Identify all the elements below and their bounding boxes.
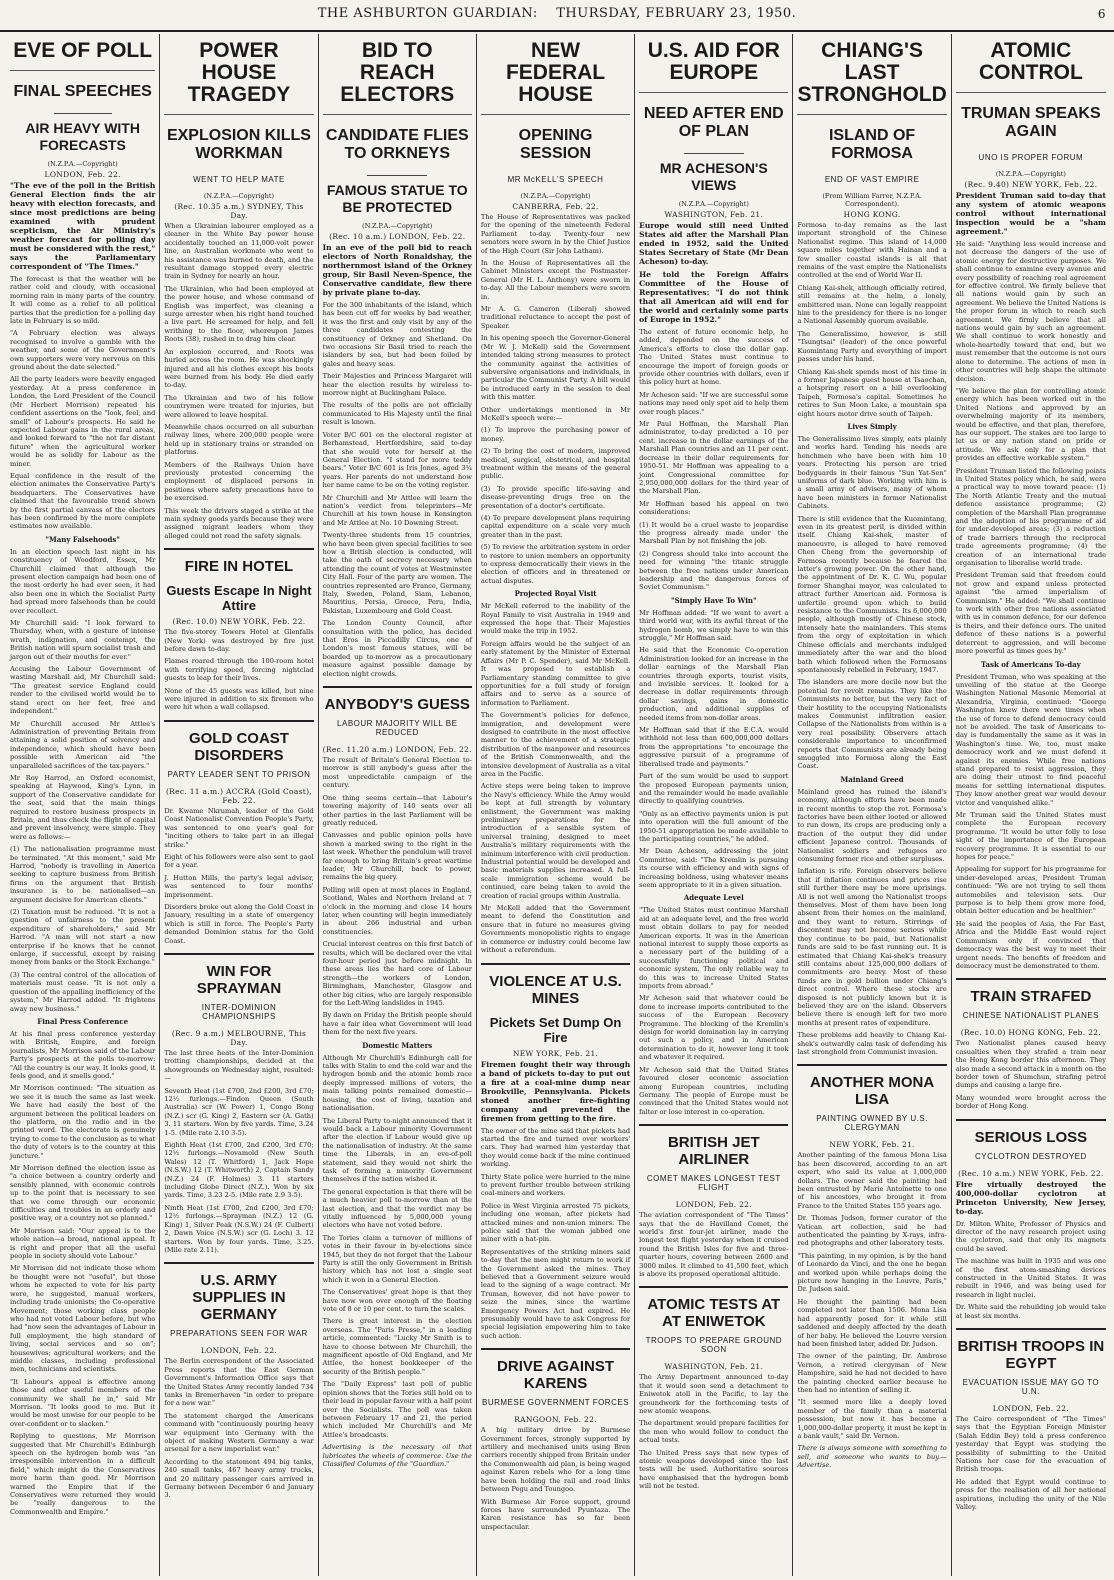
paragraph: "It seemed more like a deeply loved member of the family than a material possession, but now it has become a 1,000,000-dollar property, it must be kept in a bank vault," said Dr. Vernon. bbox=[797, 1398, 947, 1440]
paragraph: The Conservatives' great hope is that they have now won over enough of the floating vote of 8 or 10 per cent. to turn the scales. bbox=[322, 1288, 472, 1314]
paragraph: Their Majesties and Princess Margaret will hear the election results by wireless to-morrow night at Buckingham Palace. bbox=[322, 372, 472, 398]
paragraph: Accusing the Labour Government of wasting Marshall aid, Mr Churchill said: "The greatest service England could render to the civilised world would be to stand erect on her feet, free and independent." bbox=[10, 665, 156, 716]
paragraph: Dr. Milton White, Professor of Physics and director of the navy research project using the cyclotron, said that only its magnets could be saved. bbox=[955, 1219, 1106, 1253]
paragraph: Seventh Heat (1st £700, 2nd £200, 3rd £70; 12½ furlongs.—Findon Queen (South Australia) scr (W. Power) 1, Congo Bong (N.Z.) scr (G. King) 2, Eastern scr (A. Gath) 3. 11 starters. Won by five yards. Time, 3.24 1-5. (Mile rate 2.10 3-5). bbox=[164, 1086, 314, 1137]
paragraph: (1) To improve the purchasing power of money. bbox=[480, 426, 631, 443]
paragraph: Twenty-three students from 15 countries, who have been given special facilities to see how a British election is conducted, will take the oath of secrecy necessary when attending the count of votes at Westminster City Hall. Four of the party are women. The countries represented are France, Germany, Italy, Sweden, Poland, Siam, Lebanon, Mauritius, Persia, Greece, Peru, India, Pakistan, Luxembourg and Gold Coast. bbox=[322, 531, 472, 615]
lead-paragraph: Firemen fought their way through a band of pickets to-day to put out a fire at a coal-mine dump near Brookville, Pennsylvania. Pickets stoned another fire-fighting company and prevented the firemen from getting to the fire. bbox=[480, 1059, 631, 1123]
paragraph: Dr. Kwame Nkrumah, leader of the Gold Coast Nationalist Convention People's Party, was sentenced to one year's goal for "inciting others to take part in an illegal strike." bbox=[164, 806, 314, 849]
paragraph: Many wounded were brought across the border of Hong Kong. bbox=[955, 1093, 1106, 1111]
paragraph: Mr A. G. Cameron (Liberal) showed traditional reluctance to accept the post of Speaker. bbox=[480, 305, 631, 330]
section-subhead: Projected Royal Visit bbox=[514, 589, 597, 599]
paragraph: Members of the Railways Union have previously protested concerning the employment of displaced persons in positions where safety precautions have to be exercised. bbox=[164, 460, 314, 503]
subheadline: EXPLOSION KILLS WORKMAN bbox=[166, 127, 311, 162]
paragraph: President Truman listed the following points in United States policy which, he said, were a practical way to move toward peace: (1) The North Atlantic Treaty and the mutual defence assistance programme; (2) completion of the Marshall Plan programme and the adoption of his programme of aid for under-developed areas; (3) a reduction of trade barriers through the reciprocal trade agreements programme; (4) the creation of an international trade organisation to liberalise world trade. bbox=[955, 466, 1106, 568]
paragraph: Eighth Heat (1st £700, 2nd £200, 3rd £70; 12½ furlongs.—Novamold (New South Wales) 12 (T. Whitford) 1, Jack Hope (N.S.W.) 12 (T. Whitworth) 2, Captain Sandy (N.Z.) 24 (F. Holmes) 3. 11 starters including Globe Direct (N.Z.). Won by six yards. Time, 3.23 2-5. (Mile rate 2.9 3-5). bbox=[164, 1141, 314, 1200]
column-5 bbox=[635, 34, 793, 1576]
dateline: (Rec. 9 a.m.) MELBOURNE, This Day. bbox=[171, 1028, 307, 1047]
paragraph: In the House of Representatives all the Cabinet Ministers except the Postmaster-General (Mr H. L. Anthony) were sworn in to-day. All the Labour members were sworn in. bbox=[480, 259, 631, 301]
subheadline: AIR HEAVY WITH FORECASTS bbox=[25, 120, 140, 153]
dateline: LONDON, Feb. 22. bbox=[44, 170, 121, 179]
paragraph: The owner of the mine said that pickets had started the fire and turned over workers' cars. They had warned him yesterday that they would come back if the mine continued working. bbox=[480, 1126, 631, 1169]
paragraph: The Tories claim a turnover of millions of votes in their favour in by-elections since 1945, but they do not forget that the Labour Party is still the only Government in British history which has not lost a single seat which it won in a General Election. bbox=[322, 1233, 472, 1284]
paragraph: In an election speech last night in his constituency of Woodford, Essex, Mr Churchill claimed that although the present election campaign had been one of the most orderly he had ever seen, it had also been one in which the Socialist Party had spread more falsehoods than he could ever recollect. bbox=[10, 547, 156, 615]
paragraph: Mr Morrison defined the election issue as "a choice between a country orderly and sensibly planned, with economic controls up to the point that is necessary to see that we come through our economic difficulties and troubles in an orderly and positive way, or a country not so planned." bbox=[10, 1164, 156, 1223]
deck: END OF VAST EMPIRE bbox=[824, 175, 920, 184]
headline: CHIANG'S LAST STRONGHOLD bbox=[797, 34, 946, 115]
paragraph: Chiang Kai-shek spends most of his time in a former Japanese guest house at Tsaochan, a hotspring resort on a hill overlooking Taipeh, Formosa's capital. Sometimes he retires to Sun Moon Lake, a mountain spa eight hours motor drive south of Taipeh. bbox=[797, 367, 947, 418]
story-headline: SERIOUS LOSS bbox=[956, 1119, 1106, 1146]
advertising-note: There is always someone with something to sell, and someone who wants to buy.—Advertise. bbox=[797, 1444, 947, 1470]
deck: CHINESE NATIONALIST PLANES bbox=[962, 1011, 1100, 1021]
dateline: LONDON, Feb. 22. bbox=[992, 1404, 1069, 1414]
paragraph: Foreign affairs would be the subject of an early statement by the Minister of External Affairs (Mr P. C. Spender), said Mr McKell. It was proposed to establish a Parliamentary standing committee to give opportunities for a full study of foreign affairs and to serve as a source of information to Parliament. bbox=[480, 639, 631, 707]
dateline: (Rec. 10.0) HONG KONG, Feb. 22. bbox=[960, 1028, 1101, 1038]
paragraph: The Liberal Party to-night announced that it would back a Labour minority Government after the election if Labour would give up the nationalisation of industry. At the same time the Liberals, in an eve-of-poll statement, said they would not shirk the task of forming a minority Government themselves if the nation wished it. bbox=[322, 1116, 472, 1184]
section-subhead: Adequate Level bbox=[683, 893, 744, 903]
story-headline: BRITISH TROOPS IN EGYPT bbox=[956, 1328, 1106, 1372]
story-headline: U.S. ARMY SUPPLIES IN GERMANY bbox=[164, 1262, 313, 1323]
paragraph: For the 300 inhabitants of the island, which has been cut off for weeks by bad weather, it was the first and only visit by any of the three candidates contesting the constituency of Orkney and Shetland. On two occasions Sir Basil tried to reach the islanders by sea, but had been foiled by gales and heavy seas. bbox=[322, 301, 472, 368]
story-headline: ANYBODY'S GUESS bbox=[323, 686, 472, 713]
dateline: NEW YORK, Feb. 21. bbox=[829, 1140, 915, 1150]
paragraph: He thought the painting had been completed not later than 1506. Mona Lisa had apparently posed for it while still saddened and deeply affected by the death of her baby. He believed the Louvre version had been finished later, added Dr. Judson. bbox=[797, 1297, 947, 1348]
paragraph: The Ukrainian, who had been employed at the power house, and whose command of English was imperfect, was cleaning a surge arrester when his right hand touched a live part. He screamed for help, and fell writhing to the floor, whereupon James Roots (38), rushed in to drag him clear. bbox=[164, 284, 314, 344]
story-subheadline: Pickets Set Dump On Fire bbox=[489, 1014, 622, 1045]
paragraph: The department would prepare facilities for the men who would follow to conduct the actual tests. bbox=[639, 1419, 789, 1445]
paragraph: Equal confidence in the result of the election animates the Conservative Party's headquarters. The Conservatives have claimed that the favourable trend shown by the first partial canvass of the electors has been confirmed by the more complete estimates now available. bbox=[10, 471, 156, 531]
subheadline: MR ACHESON'S VIEWS bbox=[659, 160, 768, 193]
headline: ATOMIC CONTROL bbox=[956, 34, 1106, 93]
dateline: LONDON, Feb. 22. bbox=[675, 1200, 752, 1210]
dateline: (Rec. 10 a.m.) LONDON, Feb. 22. bbox=[329, 232, 466, 241]
paragraph: Mr Paul Hoffman, the Marshall Plan administrator, to-day predicted a 10 per cent. increase in the dollar earnings of the Marshall Plan countries and an 11 per cent. decrease in their dollar requirements for 1950-51. Mr Hoffman was appealing to a joint Congressional committee for 2,950,000,000 dollars for the third year of the Marshall Plan. bbox=[639, 420, 789, 496]
lead-paragraph: "The eve of the poll in the British General Election finds the air heavy with election forecasts, and since most predictions are being examined with prudent scepticism, the Air Ministry's weather forecast for polling day must be considered with the rest," says the Parliamentary correspondent of "The Times." bbox=[10, 181, 156, 271]
story-headline: ATOMIC TESTS AT AT ENIWETOK bbox=[639, 1286, 788, 1330]
paragraph: Inflation is rife. Foreign observers believe that if inflation continues and prices rise still further there may be more uprisings. All is not well among the Nationalist troops themselves. Most of them have been long absent from their homes on the mainland, and they want to return. Stirrings of discontent may not become serious while they continue to be paid, but Nationalist funds are said to be fast running out. It is estimated that Chiang Kai-shek's treasury still contains about 125,000,000 dollars of commitments are heavy. Most of these funds are in gold bullion under Chiang's direct control. Where these stocks are disposed is not publicly known but it is believed they are on the island. Observers believe there is enough left for two more months at present rates of expenditure. bbox=[797, 867, 947, 1027]
paragraph: The Cairo correspondent of "The Times" says that the Egyptian Foreign Minister (Salah Eddin Bey) told a press conference yesterday that Egypt was studying the possibility of submitting to the United Nations her case for the evacuation of British troops. bbox=[955, 1415, 1106, 1474]
paragraph: Mr Roy Harrod, an Oxford economist, speaking at Haywood, King's Lynn, in support of the Conservative candidate for the seat, said that the main things required to restore business prospects in Britain, and thus check the flight of capital and prevent insolvency, were simple. They were as follows:— bbox=[10, 773, 156, 841]
paragraph: An explosion occurred, and Roots was hurled across the room. He was shockingly injured and all his clothes except his boots were burned from his body. He died early to-day. bbox=[164, 347, 314, 390]
paragraph: Mr Churchill accused Mr Attlee's Administration of preventing Britain from attaining a solid position of solvency and independence, which should have been possible with American aid "the unparalleled sacrifices of the tax-payers." bbox=[10, 719, 156, 770]
column-3 bbox=[319, 34, 477, 1576]
deck: MR McKELL'S SPEECH bbox=[507, 175, 604, 184]
deck: EVACUATION ISSUE MAY GO TO U.N. bbox=[962, 1378, 1100, 1397]
lead-paragraph: President Truman said to-day that any system of atomic weapons control without international inspection would be a "sham agreement." bbox=[955, 191, 1106, 236]
paragraph: Other undertakings mentioned in Mr McKell's speech were:— bbox=[480, 405, 631, 422]
paragraph: Polling will open at most places in England, Scotland, Wales and Northern Ireland at 7 o'clock in the morning and close 14 hours later, when counting will begin immediately in about 266 industrial and urban constituencies. bbox=[322, 885, 472, 936]
paragraph: Chiang Kai-shek, although officially retired, still remains at the helm, a lonely, embittered man. None can legally reappoint him to the presidency for there is no longer a National Assembly quorum available. bbox=[797, 283, 947, 326]
deck: LABOUR MAJORITY WILL BE REDUCED bbox=[337, 719, 458, 738]
lead-paragraph: He told the Foreign Affairs Committee of the House of Representatives: "I do not think that all American aid will end for the world and certainly some parts of Europe in 1952." bbox=[639, 270, 789, 324]
paragraph: Mr McKell added that the Government meant to defend the Constitution and ensure that in future no measures giving Governments monopolistic rights to engage in commerce or industry could become law without a referendum. bbox=[480, 904, 631, 955]
paragraph: (4) To prepare development plans requiring capital expenditure on a scale very much greater than in the past. bbox=[480, 514, 631, 539]
paragraph: The last three heats of the Inter-Dominion trotting championships, decided at the showgrounds on Wednesday night, resulted:— bbox=[164, 1048, 314, 1083]
paragraph: By dawn on Friday the British people should have a fair idea what Government will lead them for the next five years. bbox=[322, 1011, 472, 1037]
paragraph: Mr Hoffman said that if the E.C.A. would withhold not less than 600,000,000 dollars from the appropriations "to encourage the aggressive pursuit of a programme of liberalised trade and payments." bbox=[639, 726, 789, 768]
deck: COMET MAKES LONGEST TEST FLIGHT bbox=[646, 1174, 781, 1193]
subheadline: OPENING SESSION bbox=[518, 127, 593, 162]
story-headline: VIOLENCE AT U.S. MINES bbox=[481, 963, 630, 1007]
paragraph: President Truman said that freedom could not grow and expand unless protected against "the armed imperialism of Communism." He added: "We shall continue to work with other free nations associated with us in common defence, for our defence is theirs, and their defence ours. The united defence of these nations is a powerful deterrent to aggression, and will become more powerful as times goes by." bbox=[955, 571, 1106, 656]
paragraph: Mr Hoffman based his appeal on two considerations: bbox=[639, 499, 789, 517]
paragraph: In his opening speech the Governor-General (Mr W. J. McKell) said the Government intended taking strong measures to protect the community against the activities of subversive organisations and individuals, in particular the Communist Party. A bill would be introduced early in the session to deal with this matter. bbox=[480, 334, 631, 402]
deck: PAINTING OWNED BY U.S. CLERGYMAN bbox=[816, 1114, 928, 1133]
section-subhead: Final Press Conference bbox=[37, 1016, 129, 1026]
deck: INTER-DOMINION CHAMPIONSHIPS bbox=[201, 1002, 277, 1021]
paragraph: The extent of future economic help, he added, depended on the success of America's efforts to close the dollar gap. The United States must continue to encourage the import of foreign goods or provide other countries with dollars, even if this policy hurt at home. bbox=[639, 328, 789, 387]
column-7 bbox=[952, 34, 1110, 1576]
paragraph: The United Press says that new types of atomic weapons developed since the last tests will be used. Authoritative sources have emphasised that the hydrogen bomb will not be tested. bbox=[639, 1448, 789, 1491]
paragraph: Mainland greed has ruined the island's economy, although efforts have been made in recent months to stop the rot. Formosa's factories have been either looted or allowed to run down, its crops are producing only a fraction of the output they did under efficient Japanese control. Thousands of Nationalist soldiers and refugees are consuming former rice and other surpluses. bbox=[797, 787, 947, 864]
column-4 bbox=[477, 34, 635, 1576]
paragraph: Another painting of the famous Mona Lisa has been discovered, according to an art expert, who said its value at 1,000,000 dollars. The owner said the painting had been entrusted by Marie Antoinette to one of his ancestors, who brought it from France to the United States 155 years ago. bbox=[797, 1151, 947, 1210]
dateline: (Rec. 11 a.m.) ACCRA (Gold Coast), Feb. 22. bbox=[165, 786, 312, 805]
paragraph: The five-storey Towers Hotel at Glenfalls (New York) was destroyed by fire just before dawn to-day. bbox=[164, 628, 314, 654]
paragraph: (1) It would be a cruel waste to jeopardise the progress already made under the Marshall Plan by not finishing the job. bbox=[639, 520, 789, 546]
headline: U.S. AID FOR EUROPE bbox=[639, 34, 788, 93]
paragraph: Replying to questions, Mr Morrison suggested that Mr Churchill's Edinburgh speech on the hydrogen bomb was "an irresponsible intervention in a difficult field," which might do the Conservatives more harm than good. Mr Morrison warned the Empire that if the Conservatives were returned they would be "really dangerous to the Commonwealth and Empire." bbox=[10, 1432, 156, 1516]
paragraph: He said that the Economic Co-operation Administration looked for an increase in the dollar earnings of the Marshall Plan countries through exports, tourist visits, and invisible services. It looked for a decrease in dollar requirements through dollar savings, gains in domestic production, and additional supplies of needed items from non-dollar areas. bbox=[639, 646, 789, 722]
story-headline: GOLD COAST DISORDERS bbox=[164, 720, 313, 764]
lead-paragraph: Europe would still need United States aid after the Marshall Plan ended in 1952, said the United States Secretary of State (Mr Dean Acheson) to-day. bbox=[639, 221, 789, 266]
paragraph: The Ukrainian and two of his fellow countrymen were treated for injuries, but were allowed to leave hospital. bbox=[164, 393, 314, 419]
deck: TROOPS TO PREPARE GROUND SOON bbox=[645, 1336, 783, 1355]
paragraph: He said: "Anything less would increase and not decrease the dangers of the use of atomic energy for destructive purposes. We shall continue to examine every avenue and every possibility of reaching real agreement for effective control. We firmly believe that all nations would gain by such an agreement. We believe the United Nations is the proper forum in which to reach such agreement. We firmly believe that all nations would gain by such an agreement. We shall continue to work honestly and whole-heartedly toward that end, but we must remember that the outcome is not ours alone to determine. The actions of men in other countries will help shape the ultimate decision. bbox=[955, 240, 1106, 383]
paragraph: Ninth Heat (1st £700, 2nd £200, 3rd £70; 12½ furlongs.—Sprayman (N.Z.) 12 (G. King) 1, Silver Peak (N.S.W.) 24 (F. Culbert) 2, Dawn Voice (N.S.W.) scr (G. Loch) 3. 12 starters. Won by four yards. Time, 3.25. (Mile rate 2.11). bbox=[164, 1203, 314, 1254]
paragraph: Mr Acheson said that whatever could be done to increase imports contributed to the success of the European Recovery Programme. The blocking of the Kremlin's design for world domination lay in carrying out such a policy, and in American determination to do it, however long it took and whatever it required. bbox=[639, 994, 789, 1062]
newspaper-columns bbox=[6, 34, 1110, 1576]
paragraph: Flames roared through the 100-room hotel with terrifying speed, forcing nightclad guests to leap for their lives. bbox=[164, 657, 314, 683]
masthead bbox=[0, 0, 1114, 32]
subheadline: TRUMAN SPEAKS AGAIN bbox=[961, 105, 1101, 140]
paragraph: Mr Morrison continued: "The situation as we see it is much the same as last week. We have had easily the best of the argument between the political leaders on the platform, on the radio and in the printed word. The electorate is genuinely trying to come to the conclusion as to what the duty of voters is to the country at this juncture." bbox=[10, 1084, 156, 1160]
paragraph: With Burmese Air Force support, ground forces have surrounded Pyuntaza. The Karen resistance has so far been unspectacular. bbox=[480, 1497, 631, 1531]
column-6 bbox=[793, 34, 951, 1576]
section-subhead: "Many Falsehoods" bbox=[45, 534, 120, 544]
section-subhead: Task of Americans To-day bbox=[980, 659, 1081, 669]
paper-name: THE ASHBURTON GUARDIAN: bbox=[317, 6, 538, 21]
lead-paragraph: In an eve of the poll bid to reach electors of North Ronaldshay, the northernmost island of the Orkney group, Sir Basil Neven-Spence, the Conservative candidate, flew there by private plane to-day. bbox=[322, 243, 472, 297]
column-1 bbox=[6, 34, 160, 1576]
paragraph: The Army Department announced to-day that it would soon send a detachment to Eniwetok atoll in the Pacific, to lay the groundwork for the forthcoming tests of new atomic weapons. bbox=[639, 1373, 789, 1415]
dateline: HONG KONG. bbox=[843, 210, 901, 219]
paragraph: The Generalissimo, however, is still "Tsungtsai" (leader) of the once powerful Kuomintang Party and everything of import passes under his hand. bbox=[797, 329, 947, 364]
story-headline: WIN FOR SPRAYMAN bbox=[164, 953, 313, 997]
story-headline: FIRE IN HOTEL bbox=[164, 548, 313, 575]
section-subhead: Lives Simply bbox=[847, 421, 897, 431]
story-headline: DRIVE AGAINST KARENS bbox=[481, 1348, 630, 1392]
deck: BURMESE GOVERNMENT FORCES bbox=[482, 1398, 630, 1408]
paragraph: Part of the sum would be used to support the proposed European payments union, and the remainder would be made available directly to qualifying countries. bbox=[639, 772, 789, 806]
paragraph: The Berlin correspondent of the Associated Press reports that the East German Government's Information Office says that the United States Army recently landed 734 tanks in Bremerhaven "in order to prepare for a new war." bbox=[164, 1357, 314, 1408]
deck: UNO IS PROPER FORUM bbox=[978, 153, 1084, 162]
subheadline: CANDIDATE FLIES TO ORKNEYS bbox=[325, 127, 469, 162]
dateline: (Rec. 10 a.m.) NEW YORK, Feb. 22. bbox=[958, 1168, 1104, 1178]
story-headline: BRITISH JET AIRLINER bbox=[639, 1124, 788, 1168]
divider bbox=[684, 153, 744, 154]
paragraph: The forecast is that the weather will be rather cold and cloudy, with occasional morning rain in many parts of the country. It will come as a relief to all political parties that the prediction for a polling day late in February is so mild. bbox=[10, 275, 156, 326]
paragraph: Formosa to-day remains as the last important stronghold of the Chinese Nationalist regime. This island of 14,000 square miles together with Hainan and a few smaller coastal islands is all that remains of the vast empire the Nationalists controlled at the end of World War II. bbox=[797, 221, 947, 280]
paragraph: Mr Truman said the United States must complete the European recovery programme. "It would be utter folly to lose sight of the importance of the European recovery programme. It is essential to our hopes for peace." bbox=[955, 811, 1106, 862]
dateline: RANGOON, Feb. 22. bbox=[514, 1415, 597, 1425]
paragraph: "A February election was always recognised to involve a gamble with the weather, and some of the Government's own supporters were very nervous on this ground about the date selected." bbox=[10, 329, 156, 372]
paragraph: J. Hutton Mills, the party's legal adviser, was sentenced to four months' imprisonment. bbox=[164, 873, 314, 899]
paragraph: Mr Morrison said: "Our appeal is to the whole nation—a broad, national appeal. It is right and proper that all the useful people in society should vote Labour." bbox=[10, 1226, 156, 1261]
headline: POWER HOUSE TRAGEDY bbox=[164, 34, 313, 115]
subheadline: FAMOUS STATUE TO BE PROTECTED bbox=[326, 182, 468, 215]
dateline: CANBERRA, Feb. 22. bbox=[512, 202, 599, 211]
dateline: WASHINGTON, Feb. 21. bbox=[664, 1362, 764, 1372]
paragraph: One thing seems certain—that Labour's towering majority of 140 seats over all other parties in the last Parliament will be greatly reduced. bbox=[322, 793, 472, 827]
paragraph: "This painting, in my opinion, is by the hand of Leonardo da Vinci, and the one he began and worked upon while perhaps doing the picture now hanging in the Louvre, Paris," Dr. Judson said. bbox=[797, 1251, 947, 1294]
headline: NEW FEDERAL HOUSE bbox=[481, 34, 630, 115]
dateline: (Rec. 9.40) NEW YORK, Feb. 22. bbox=[964, 180, 1098, 189]
paragraph: The owner of the painting, Dr. Ambrose Vernon, a retired clergyman of New Hampshire, said he had not decided to have the painting checked earlier because he then had no intention of selling it. bbox=[797, 1352, 947, 1394]
credit: (N.Z.P.A.—Copyright) bbox=[995, 170, 1066, 178]
paragraph: Eight of his followers were also sent to gaol for a year. bbox=[164, 852, 314, 870]
paragraph: "We believe the plan for controlling atomic energy which has been worked out in the United Nations and approved by an overwhelming majority of its members, would be effective, and that plan, therefore, has our support. The stakes are too large to let us or any nation stand on pride or attitude. We ask only for a plan that provides an effective workable system." bbox=[955, 386, 1106, 463]
paragraph: Canvasses and public opinion polls have shown a marked swing to the right in the last week. Whether the pendulum will travel far enough to bring Britain's great wartime leader, Mr Churchill, back to power, remains the big query. bbox=[322, 831, 472, 882]
deck: CYCLOTRON DESTROYED bbox=[975, 1151, 1087, 1161]
credit: (N.Z.P.A.—Copyright) bbox=[362, 222, 433, 230]
paragraph: (3) The central control of the allocation of materials must cease. "It is not only a question of the appalling inefficiency of the system," Mr Harrod added. "It frightens away new business." bbox=[10, 970, 156, 1013]
deck: PREPARATIONS SEEN FOR WAR bbox=[170, 1329, 308, 1339]
subheadline: NEED AFTER END OF PLAN bbox=[643, 105, 784, 140]
paragraph: The result of Britain's General Election to-morrow is still anybody's guess after the most unpredictable campaign of the century. bbox=[322, 756, 472, 790]
paragraph: This week the drivers staged a strike at the main sydney goods yards because they were assigned migrant leaders whom they alleged could not read the safety signals. bbox=[164, 506, 314, 540]
divider bbox=[54, 113, 112, 114]
paragraph: (1) The nationalisation programme must be terminated. "At this moment," said Mr Harrod, "nobody is travelling in America seeking to capture business from British firms on the argument that British insurance is to be nationalised—an argument decisive for American clients." bbox=[10, 845, 156, 904]
paragraph: Crucial interest centres on this first batch of results, which will be declared over the vital four-hour period just before midnight. In these areas lies the hard core of Labour strength—the workers of London, Birmingham, Manchester, Glasgow and other big cities, who are largely responsible for the Left-Wing landslides in 1945. bbox=[322, 940, 472, 1008]
paragraph: There is great interest in the election overseas. The "Paris Presse," in a leading article, commented: "Lucky Mr Smith is to have to choose between Mr Churchill, the magnificent apostle of Old England, and Mr Attlee, the honest bookkeeper of the security of the British people." bbox=[322, 1317, 472, 1376]
paragraph: Meanwhile chaos occurred on all suburban railway lines, where 200,000 people were held up in stationary trains or stranded on platforms. bbox=[164, 422, 314, 457]
paragraph: These problems add heavily to Chiang Kai-shek's outwardly calm task of defending his last stronghold from Communist invasion. bbox=[797, 1031, 947, 1056]
paragraph: Representatives of the striking miners said to-day that the men might return to work if the Government asked the mines. They believed that a Government seizure would lead to the signing of a wage contract. Mr Truman, however, did not have power to seize the mines, since the wartime Emergency Powers Act had expired. He presumably would have to ask Congress for special legislation empowering him to take such action. bbox=[480, 1247, 631, 1340]
paragraph: At his final press conference yesterday with British, Empire, and foreign journalists, Mr Morrison said of the Labour Party's prospects at the polls to-morrow: "All the country is our way. It looks good, it feels good, and it smells good." bbox=[10, 1029, 156, 1080]
credit: (N.Z.P.A.—Copyright) bbox=[520, 192, 591, 200]
section-subhead: Mainland Greed bbox=[840, 774, 904, 784]
paragraph: The Generalissimo lives simply, eats plainly and works hard. Tending his needs are henchmen who have been with him 10 years. Protecting his person are tried bodyguards in their famous "Sun Yat-Sen" uniforms of dark blue. Working with him is a small army of advisers, many of whom have been ministers in former Nationalist Cabinets. bbox=[797, 434, 947, 511]
paragraph: (5) To review the arbitration system in order to restore to union members an opportunity to express democratically their views in the election of officers and in threatened or actual disputes. bbox=[480, 543, 631, 585]
paragraph: There is still evidence that the Kuomintang, even in its greatest peril, is divided within itself. Chiang Kai-shek, master of manoeuvre, is alleged to have removed Chen Cheng from the governorship of Formosa recently because he feared the latter's growing power. On the other hand, the appointment of Dr. K. C. Wu, popular former Shanghai mayor, was calculated to attract further American aid. Formosa is unfertile ground upon which to build resistance to the Communists. Its 6,000,000 people, although mostly of Chinese stock, intensely hate the mainlanders. This stems from the orgy of exploitation in which Chinese officials and merchants indulged immediately after the war and the blood bath which followed when the Formosans spontaneously rebelled in February, 1947. bbox=[797, 514, 947, 674]
story-headline: TRAIN STRAFED bbox=[956, 978, 1106, 1005]
paragraph: According to the statement 494 big tanks, 240 small tanks, 467 heavy army trucks, and 20 military passenger cars arrived in Germany between December 6 and January 3. bbox=[164, 1457, 314, 1500]
paragraph: Disorders broke out along the Gold Coast in January, resulting in a state of emergency which is still in force. The People's Party demanded Dominion status for the Gold Coast. bbox=[164, 902, 314, 945]
dateline: LONDON, Feb. 22. bbox=[200, 1346, 278, 1356]
section-subhead: "Simply Have To Win" bbox=[671, 595, 757, 605]
paragraph: "It Labour's appeal is effective among those and other useful members of the community we shall be in," said Mr Morrison. "It looks good to me. But it would be most unwise for our people to be over-confident or to slacken." bbox=[10, 1377, 156, 1428]
dateline: NEW YORK, Feb. 21. bbox=[512, 1048, 599, 1058]
issue-date: THURSDAY, FEBRUARY 23, 1950. bbox=[556, 6, 797, 21]
paragraph: Active steps were being taken to improve the Navy's efficiency. While the Army would be kept at full strength by voluntary enlistment, the Government was making preliminary preparations for the introduction of a sensible system of universal training, designed to meet Australia's military requirements with the minimum interference with civil production. Industrial potential would be developed and basic materials supplies increased. A full-scale immigration scheme would be continued, care being taken to avoid the creation of racial groups within Australia. bbox=[480, 782, 631, 900]
headline: EVE OF POLL bbox=[10, 34, 155, 71]
paragraph: Although Mr Churchill's Edinburgh call for talks with Stalin to end the cold war and the hydrogen bomb and the atomic bomb race deeply impressed millions of voters, the main talking points remained domestic—housing, the cost of living, taxation and nationalisation. bbox=[322, 1053, 472, 1113]
section-subhead: Domestic Matters bbox=[362, 1040, 433, 1050]
deck: PARTY LEADER SENT TO PRISON bbox=[167, 769, 311, 779]
paragraph: "Only as an effective payments union is put into operation will the full amount of the 1950-51 appropriation be made available to the participating countries," he added. bbox=[639, 809, 789, 843]
paragraph: All the party leaders were heavily engaged yesterday. At a press conference in London, the Lord President of the Council (Mr Herbert Morrison) repeated his confident assertions on the "look, feel, and smell" of Labour's prospects. He said he expected Labour gains in the rural areas, and looked forward to "the not far distant future" when the agricultural worker would be as solidly for Labour as the miner. bbox=[10, 375, 156, 468]
paragraph: He said the peoples of Asia, the Far East, Africa and the Middle East would reject Communism only if convinced that democracy was the best way to meet their urgent needs. The benefits of freedom and democracy must be demonstrated to them. bbox=[955, 919, 1106, 970]
dateline: (Rec. 10.0) NEW YORK, Feb. 22. bbox=[172, 617, 306, 627]
paragraph: The machine was built in 1935 and was one of the first atom-smashing devices constructed in the United States. It was rebuilt in 1946, and was being used for research in light nuclei. bbox=[955, 1257, 1106, 1299]
story-headline: ANOTHER MONA LISA bbox=[797, 1064, 946, 1108]
paragraph: Dr. Thomas Judson, former curator of the Vatican art collection, said he had authenticated the painting by X-rays, infra-red photographs and other laboratory tests. bbox=[797, 1214, 947, 1248]
paragraph: Voter B/C 601 on the electoral register at Berhamstead, Hertfordshire, said to-day that she would vote for herself at the General Election. "I stand for more teddy bears." Voter B/C 601 is Iris Jones, aged 3¾ years. Her parents do not understand how her name came to be on the voting register. bbox=[322, 430, 472, 490]
dateline: (Rec. 10.35 a.m.) SYDNEY, This Day. bbox=[174, 202, 304, 220]
paragraph: Mr Churchill said: "I look forward to Thursday, when, with a gesture of intense wrath, indignation, and contempt, the British nation will spurn socialist trash and jargon out of their mouths for ever." bbox=[10, 619, 156, 661]
paragraph: The aviation correspondent of "The Times" says that the de Havilland Comet, the world's first four-jet airliner, made the longest test flight yesterday when it cruised round the British Isles for five and three-quarter hours, covering between 2600 and 3000 miles. It climbed to 41,500 feet, which is above its proposed operational altitude. bbox=[639, 1211, 789, 1278]
paragraph: Appealing for support for his programme for under-developed areas, President Truman continued: "We are not trying to sell them automobiles and television sets. Our purpose is to help them grow more food, obtain better education and be healthier." bbox=[955, 865, 1106, 916]
paragraph: The results of the polls are not officially communicated to His Majesty until the final result is known. bbox=[322, 401, 472, 427]
story-subheadline: Guests Escape In Night Attire bbox=[166, 583, 312, 614]
credit: (N.Z.P.A.—Copyright) bbox=[203, 192, 275, 200]
paragraph: The House of Representatives was packed for the opening of the nineteenth Federal Parliament to-day. Twenty-four new senators were sworn in by the Chief Justice of the High Court (Sir John Latham). bbox=[480, 213, 631, 255]
paragraph: Thirty State police were hurried to the mine to prevent further trouble between striking coal-miners and workers. bbox=[480, 1172, 631, 1198]
paragraph: (2) Congress should take into account the need for winning "the titanic struggle between the free nations under American leadership and the dangerous forces of Soviet Communism." bbox=[639, 549, 789, 592]
paragraph: The Government's policies for defence, immigration, and development were designed to contribute in the most effective manner to the achievement of a strategic distribution of the manpower and resources of the British Commonwealth, and the intensive development of Australia as a vital area in the Pacific. bbox=[480, 711, 631, 778]
paragraph: (2) To bring the cost of modern, improved medical, surgical, obstetrical, and hospital treatment within the means of the general public. bbox=[480, 447, 631, 481]
paragraph: (3) To provide specific life-saving and disease-preventing drugs free on the presentation of a doctor's certificate. bbox=[480, 484, 631, 510]
paragraph: Police in West Virginia arrested 75 pickets, including one woman, after pickets had attacked mines and non-union miners. The police said that the woman jabbed one miner with a hat-pin. bbox=[480, 1201, 631, 1244]
paragraph: Mr Churchill and Mr Attlee will learn the nation's verdict from teleprinters—Mr Churchill at his town house in Kensington and Mr Attlee at No. 10 Downing Street. bbox=[322, 493, 472, 527]
paragraph: Two Nationalist planes caused heavy casualties when they strafed a train near the Hong Kong border this afternoon. They also made a second attack in a month on the border town of Shumchun, strafing petrol dumps and causing a large fire. bbox=[955, 1039, 1106, 1090]
paragraph: None of the 45 guests was killed, but nine were injured in addition to six firemen who were hit when a wall collapsed. bbox=[164, 686, 314, 712]
lead-paragraph: Fire virtually destroyed the 400,000-dollar cyclotron at Princeton University, New Jersey, to-day. bbox=[955, 1179, 1106, 1216]
paragraph: He added that Egypt would continue to press for the realisation of all her national aspirations, including the unity of the Nile Valley. bbox=[955, 1477, 1106, 1512]
subheadline: FINAL SPEECHES bbox=[13, 83, 152, 100]
paragraph: Mr McKell referred to the inability of the Royal Family to visit Australia in 1949 and expressed the hope that Their Majesties would make the trip in 1952. bbox=[480, 602, 631, 636]
divider bbox=[367, 175, 427, 176]
dateline: (Rec. 11.20 a.m.) LONDON, Feb. 22. bbox=[322, 745, 472, 755]
advertising-note: Advertising is the necessary oil that lubricates the wheels of commerce. Use the Classified Columns of the "Guardian." bbox=[322, 1443, 472, 1468]
deck: WENT TO HELP MATE bbox=[193, 175, 285, 184]
paragraph: A big military drive by Burmese Government forces, strongly supported by artillery and mechanised units using Bren carriers recently shipped from Britain under the Commonwealth aid plan, is being waged against Karen rebels who for a long time have been holding the rail and road links between Pegu and Toungoo. bbox=[480, 1426, 631, 1494]
paragraph: Mr Acheson said that the United States favoured closer economic association among European countries, including Germany. The people of Europe must be convinced that the United States would not falter or lose interest in co-operation. bbox=[639, 1065, 789, 1116]
paragraph: When a Ukrainian labourer employed as a cleaner in the White Bay power house accidentally touched an 11,000-volt power line, an Australian workmate who went to his assistance was burned to death, and the resultant damage stopped every electric train in Sydney for nearly an hour. bbox=[164, 222, 314, 281]
paragraph: Mr Dean Acheson, addressing the joint Committee, said: "The Kremlin is pursuing its course with efficiency and with signs of increasing boldness, using whatever means seem appropriate to it in a given situation. bbox=[639, 847, 789, 889]
page-number: 6 bbox=[1097, 7, 1106, 21]
paragraph: The "Daily Express" last poll of public opinion shows that the Tories still hold on to their lead in popular favour with a half point over the Socialists. The poll was taken between February 17 and 21, the period which included Mr Churchill's and Mr Attlee's broadcasts. bbox=[322, 1380, 472, 1439]
credit: (From William Farrer, N.Z.P.A. Correspondent). bbox=[822, 192, 922, 208]
paragraph: The islanders are more docile now but the potential for revolt remains. They like the Communists no better, but the very fact of their hostility to the occupying Nationalists makes Communist infiltration easier. Collapse of the Nationalists from within is a very real possibility. Observers attach considerable importance to unconfirmed reports that Communists are already being smuggled into Formosa along the East Coast. bbox=[797, 678, 947, 771]
paragraph: Dr. White said the rebuilding job would take at least six months. bbox=[955, 1303, 1106, 1320]
credit: (N.Z.P.A.—Copyright) bbox=[47, 160, 118, 168]
paragraph: (2) Taxation must be reduced. "It is not a question of unfairness to the present expenditure of shareholders," said Mr Harrod. "A man will not start a new enterprise if he knows that he cannot enlarge, if successful, except by raising money from banks or the Stock Exchange." bbox=[10, 908, 156, 967]
paragraph: President Truman, who was speaking at the unveiling of the statue at the George Washington National Masonic Memorial at Alexandria, Virginia, continued: "George Washington knew there were times when the use of force to defend democracy could not be avoided. The task of Americans to-day is fundamentally the same as it was in Washington's time. We, too, must make democracy work and we must defend it against its enemies. While free nations stand prepared to resist aggression, they are doing their utmost to find peaceful means for settling international disputes. They know another great war would devour victor and vanquished alike." bbox=[955, 672, 1106, 807]
paragraph: Mr Morrison did not indicate those whom he thought were not "useful", but those whom he expected to vote for his party were, he suggested, manual workers, including trade unionists; the Co-operative Movement; those working class people who had not voted Labour before, but who had "now seen the advantages of Labour in full employment, the high standard of living, social services and so on"; housewives; agricultural workers; and the middle classes, including professional men, technicians and scientists. bbox=[10, 1264, 156, 1374]
credit: (N.Z.P.A.—Copyright) bbox=[678, 200, 749, 208]
paragraph: The general expectation is that there will be a much heavier poll to-morrow than at the last election, and that the verdict may be vitally influenced by 5,000,000 young electors who have not voted before. bbox=[322, 1187, 472, 1230]
column-2 bbox=[160, 34, 318, 1576]
paragraph: "The United States must continue Marshall aid at an adequate level, and the free world must obtain dollars to pay for needed American exports. It was in the American national interest to supply those exports as a necessary part of the building of a successfully functioning political and economic system. The only reliable way to do this was to increase United States imports from abroad." bbox=[639, 906, 789, 991]
paragraph: Mr Acheson said: "If we are successful some nations may need only spot aid to help them over rough places." bbox=[639, 390, 789, 416]
dateline: WASHINGTON, Feb. 21. bbox=[664, 210, 764, 219]
paragraph: Mr Hoffman added: "If we want to avert a third world war, with its awful threat of the hydrogen bomb, we simply have to win this struggle," Mr Hoffman said. bbox=[639, 608, 789, 642]
headline: BID TO REACH ELECTORS bbox=[323, 34, 472, 115]
paragraph: The statement charged the Americans command with "continuously pouring heavy war equipment into Germany with the object of making Western Germany a war arsenal for a new imperialist war." bbox=[164, 1411, 314, 1454]
subheadline: ISLAND OF FORMOSA bbox=[828, 127, 916, 162]
paragraph: The London County Council, after consultation with the police, has decided that Eros in Piccadilly Circus, one of London's most famous statues, will be boarded up to-morrow as a precautionary measure against possible damage by election night crowds. bbox=[322, 619, 472, 678]
